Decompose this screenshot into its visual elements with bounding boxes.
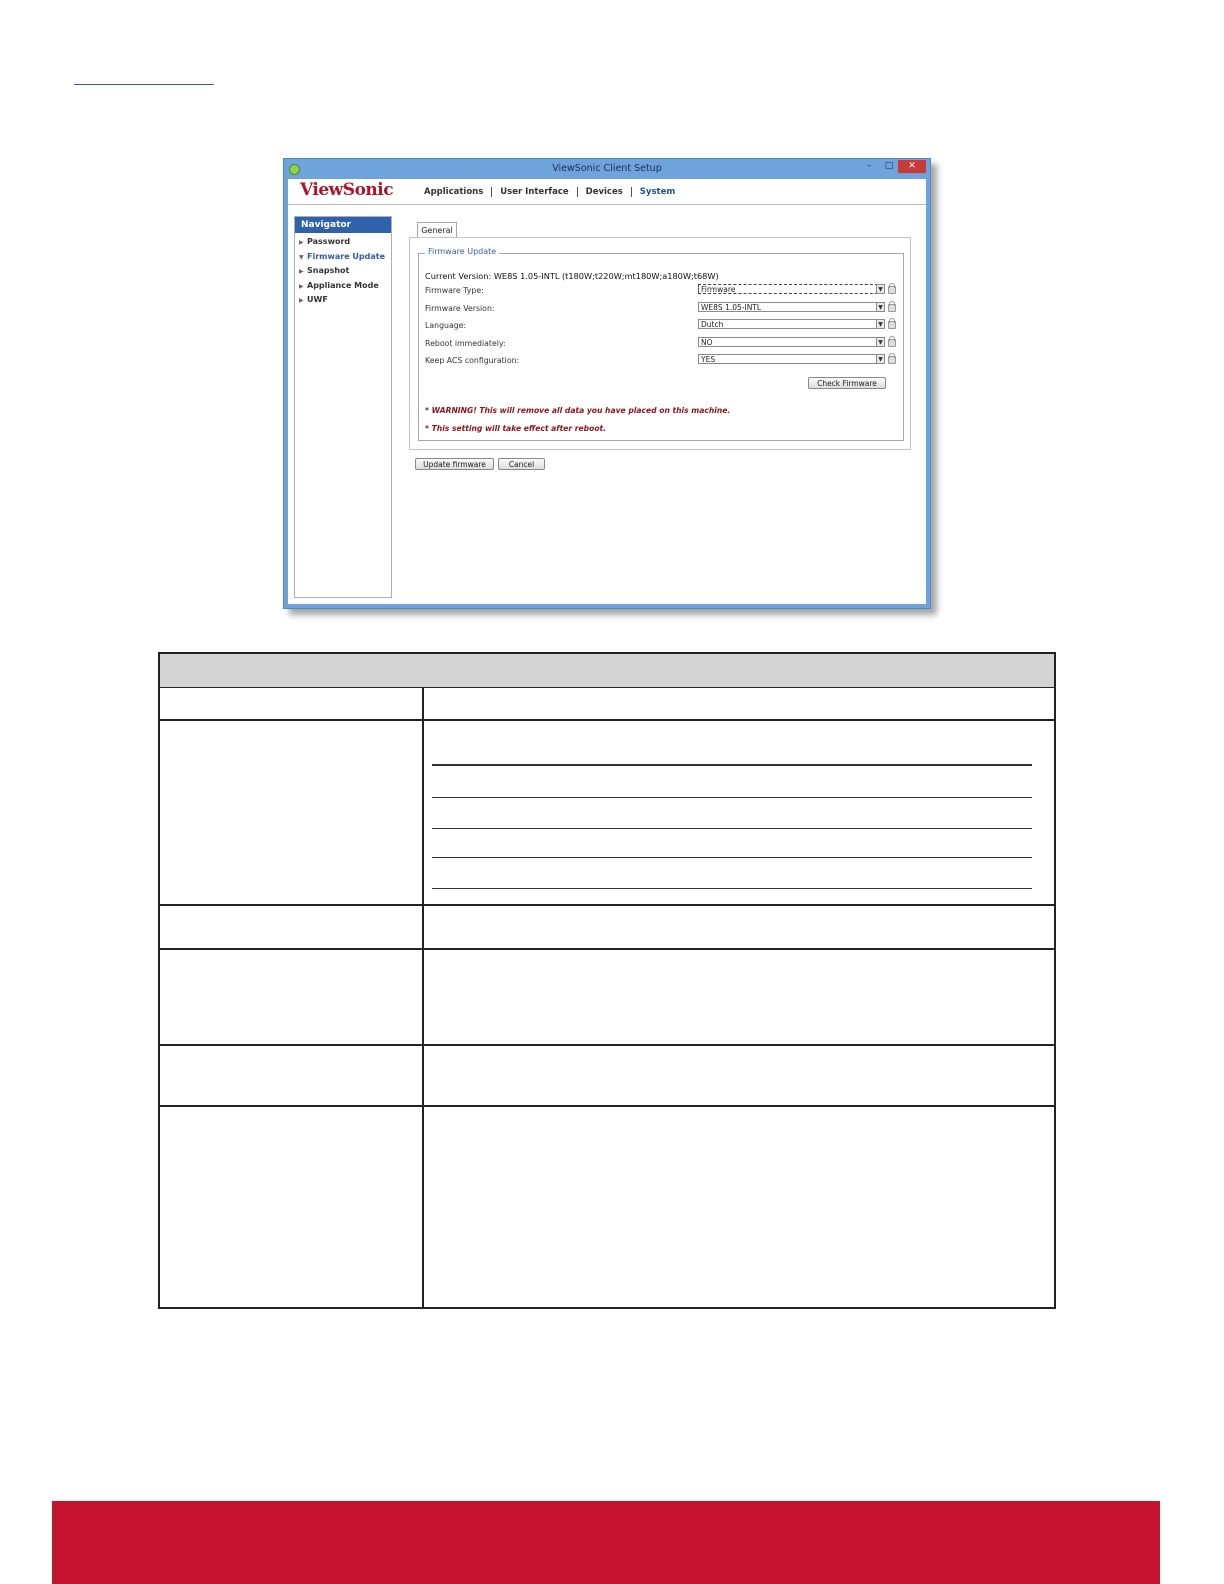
nav-item-label: Password	[307, 237, 351, 246]
firmware-type-label: Firmware Type:	[425, 286, 484, 295]
nav-item-password[interactable]	[295, 235, 391, 250]
language-label: Language:	[425, 321, 467, 330]
current-version: Current Version: WE8S 1.05-INTL (t180W;t220W;mt180W;a180W;t68W)	[425, 271, 719, 281]
reboot-notice: * This setting will take effect after reboot.	[425, 424, 607, 433]
nav-item-label: UWF	[307, 295, 328, 304]
fieldset-legend: Firmware Update	[425, 247, 499, 256]
app-header	[288, 179, 926, 205]
chevron-right-icon: ▶	[299, 268, 304, 275]
nav-item-snapshot[interactable]	[295, 264, 391, 279]
lock-icon[interactable]	[888, 339, 896, 347]
nav-item-label: Snapshot	[307, 266, 350, 275]
maximize-icon[interactable]: □	[884, 161, 894, 171]
cancel-button[interactable]: Cancel	[498, 458, 545, 470]
chevron-down-icon[interactable]: ▼	[876, 337, 885, 347]
keep-acs-label: Keep ACS configuration:	[425, 356, 520, 365]
nav-item-uwf[interactable]	[295, 293, 391, 308]
row-divider	[160, 1044, 1054, 1046]
firmware-version-label: Firmware Version:	[425, 304, 495, 313]
language-row	[425, 319, 901, 331]
chevron-right-icon: ▶	[299, 239, 304, 246]
lock-icon[interactable]	[888, 286, 896, 294]
nav-item-appliance-mode[interactable]	[295, 279, 391, 294]
footer-link-underline	[74, 84, 214, 85]
tab-general[interactable]: General	[417, 222, 457, 238]
top-nav	[416, 187, 683, 197]
footer-bar	[52, 1501, 1160, 1584]
column-divider	[422, 688, 424, 1307]
warning-text: * WARNING! This will remove all data you have placed on this machine.	[425, 406, 731, 415]
navigator-panel	[294, 216, 392, 598]
firmware-version-select[interactable]: WE8S 1.05-INTL	[698, 302, 883, 312]
chevron-right-icon: ▶	[299, 282, 304, 290]
topnav-devices[interactable]: Devices	[578, 187, 632, 197]
chevron-down-icon: ▼	[299, 253, 304, 261]
reboot-label: Reboot immediately:	[425, 339, 506, 348]
chevron-down-icon[interactable]: ▼	[876, 284, 885, 294]
chevron-down-icon[interactable]: ▼	[876, 354, 885, 364]
sub-table-line	[432, 857, 1032, 858]
reboot-row	[425, 337, 901, 349]
close-icon[interactable]: ✕	[898, 160, 926, 173]
chevron-down-icon[interactable]: ▼	[876, 319, 885, 329]
general-tab-panel	[409, 237, 911, 450]
check-firmware-button[interactable]: Check Firmware	[808, 377, 886, 389]
reboot-select[interactable]: NO	[698, 337, 883, 347]
firmware-type-row	[425, 284, 901, 296]
topnav-applications[interactable]: Applications	[416, 187, 492, 197]
row-divider	[160, 719, 1054, 721]
table-header	[160, 654, 1054, 688]
chevron-right-icon: ▶	[299, 297, 304, 304]
navigator-title: Navigator	[295, 217, 391, 233]
lock-icon[interactable]	[888, 304, 896, 312]
nav-item-label: Appliance Mode	[307, 280, 379, 290]
language-select[interactable]: Dutch	[698, 319, 883, 329]
minimize-icon[interactable]: –	[866, 161, 872, 171]
nav-item-firmware-update[interactable]	[295, 250, 391, 265]
row-divider	[160, 948, 1054, 950]
settings-description-table	[158, 652, 1056, 1309]
update-firmware-button[interactable]: Update firmware	[415, 458, 494, 470]
lock-icon[interactable]	[888, 321, 896, 329]
lock-icon[interactable]	[888, 356, 896, 364]
title-bar	[284, 159, 930, 179]
client-area	[288, 179, 926, 604]
chevron-down-icon[interactable]: ▼	[876, 302, 885, 312]
navigator-list	[295, 235, 391, 308]
sub-table-line	[432, 764, 1032, 766]
sub-table-line	[432, 888, 1032, 889]
firmware-version-row	[425, 302, 901, 314]
viewsonic-logo: ViewSonic	[300, 180, 394, 200]
topnav-user-interface[interactable]: User Interface	[492, 187, 577, 197]
topnav-system[interactable]: System	[639, 187, 676, 197]
firmware-update-fieldset	[418, 247, 904, 441]
sub-table-line	[432, 828, 1032, 829]
row-divider	[160, 1105, 1054, 1107]
keep-acs-select[interactable]: YES	[698, 354, 883, 364]
sub-table-line	[432, 797, 1032, 798]
row-divider	[160, 904, 1054, 906]
window-title: ViewSonic Client Setup	[552, 163, 662, 174]
keep-acs-row	[425, 354, 901, 366]
firmware-type-select[interactable]: Firmware	[698, 284, 883, 294]
client-setup-window	[283, 158, 931, 609]
nav-item-label: Firmware Update	[307, 251, 386, 261]
